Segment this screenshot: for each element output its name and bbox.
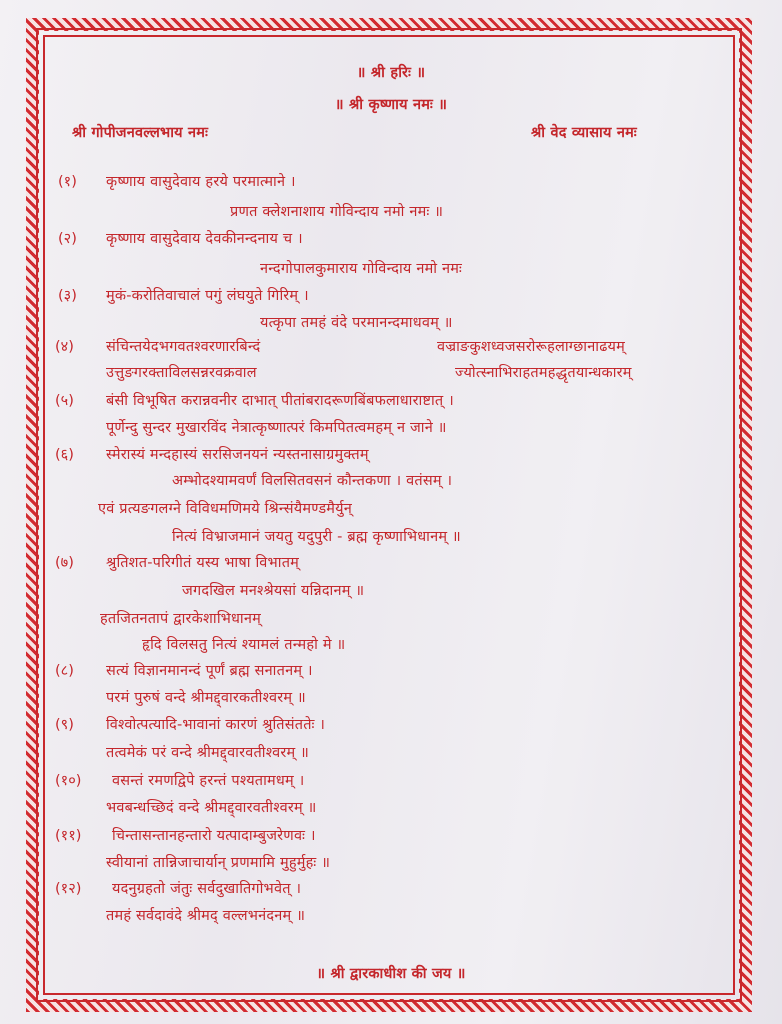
verse-line: चिन्तासन्तानहन्तारो यत्पादाम्बुजरेणवः । (112, 828, 316, 844)
verse-line: भवबन्धच्छिदं वन्दे श्रीमद्द्वारवतीश्वरम् ॥ (106, 800, 317, 816)
verse-line: अम्भोदश्यामवर्णं विलसितवसनं कौन्तकणा । वतंसम् । (172, 473, 453, 489)
verse-number: (१) (58, 174, 77, 190)
left-invocation: श्री गोपीजनवल्लभाय नमः (72, 125, 209, 141)
verse-number: (९) (55, 717, 74, 733)
verse-number: (११) (55, 828, 82, 844)
verse-line: यदनुग्रहतो जंतुः सर्वदुखातिगोभवेत् । (112, 881, 302, 897)
header-line-1: ॥ श्री हरिः ॥ (356, 65, 426, 81)
verse-line: वज्राङकुशध्वजसरोरूहलाग्छानाढयम् (437, 339, 626, 355)
verse-line: विश्वोत्पत्यादि-भावानां कारणं श्रुतिसंततेः । (106, 717, 326, 733)
verse-number: (१०) (55, 773, 82, 789)
verse-number: (६) (55, 447, 74, 463)
verse-line: वसन्तं रमणद्विपे हरन्तं पश्यतामधम् । (112, 773, 305, 789)
verse-number: (३) (58, 288, 77, 304)
verse-line: श्रुतिशत-परिगीतं यस्य भाषा विभातम् (106, 555, 300, 571)
verse-line: एवं प्रत्यङगलग्ने विविधमणिमये श्रिन्संयैमण्डमैर्युन् (98, 501, 353, 517)
verse-line: हतजितनतापं द्वारकेशाभिधानम् (100, 611, 261, 627)
verse-line: उत्तुङगरक्ताविलसन्नरवक्रवाल (106, 365, 257, 381)
verse-line: कृष्णाय वासुदेवाय देवकीनन्दनाय च । (106, 231, 303, 247)
verse-line: जगदखिल मनश्श्रेयसां यन्निदानम् ॥ (182, 583, 365, 599)
verse-line: स्वीयानां तान्निजाचार्यान् प्रणमामि मुहुर्मुहः ॥ (106, 855, 331, 871)
verse-line: नन्दगोपालकुमाराय गोविन्दाय नमो नमः (260, 261, 463, 277)
verse-line: बंसी विभूषित करान्नवनीर दाभात् पीतांबरादरूणबिंबफलाधाराष्टात् । (106, 393, 454, 409)
verse-line: सत्यं विज्ञानमानन्दं पूर्णं ब्रह्म सनातनम् । (106, 663, 313, 679)
verse-number: (४) (55, 339, 74, 355)
footer-slogan: ॥ श्री द्वारकाधीश की जय ॥ (316, 966, 466, 982)
verse-line: संचिन्तयेदभगवतश्वरणारबिन्दं (106, 339, 261, 355)
verse-line: पूर्णेन्दु सुन्दर मुखारविंद नेत्रात्कृष्णात्परं किमपितत्वमहम् न जाने ॥ (106, 420, 447, 436)
verse-line: स्मेरास्यं मन्दहास्यं सरसिजनयनं न्यस्तनासाग्रमुक्तम् (106, 447, 369, 463)
verse-number: (१२) (55, 881, 82, 897)
verse-line: यत्कृपा तमहं वंदे परमानन्दमाधवम् ॥ (260, 315, 453, 331)
verse-line: नित्यं विभ्राजमानं जयतु यदुपुरी - ब्रह्म कृष्णाभिधानम् ॥ (172, 529, 461, 545)
verse-line: परमं पुरुषं वन्दे श्रीमद्द्वारकतीश्वरम् ॥ (106, 690, 306, 706)
verse-line: ज्योत्स्नाभिराहतमहद्धृतयान्धकारम् (455, 365, 632, 381)
verse-line: तमहं सर्वदावंदे श्रीमद् वल्लभनंदनम् ॥ (106, 908, 306, 924)
verse-line: प्रणत क्लेशनाशाय गोविन्दाय नमो नमः ॥ (230, 204, 444, 220)
header-line-2: ॥ श्री कृष्णाय नमः ॥ (334, 97, 448, 113)
verse-number: (२) (58, 231, 77, 247)
verse-line: हृदि विलसतु नित्यं श्यामलं तन्महो मे ॥ (142, 637, 346, 653)
verse-number: (५) (55, 393, 74, 409)
verse-number: (८) (55, 663, 74, 679)
verse-line: तत्वमेकं परं वन्दे श्रीमद्द्वारवतीश्वरम् ॥ (106, 745, 310, 761)
verse-number: (७) (55, 555, 74, 571)
verse-line: कृष्णाय वासुदेवाय हरये परमात्माने । (106, 174, 296, 190)
verse-line: मुकं-करोतिवाचालं पगुं लंघयुते गिरिम् । (106, 288, 309, 304)
right-invocation: श्री वेद व्यासाय नमः (531, 125, 637, 141)
